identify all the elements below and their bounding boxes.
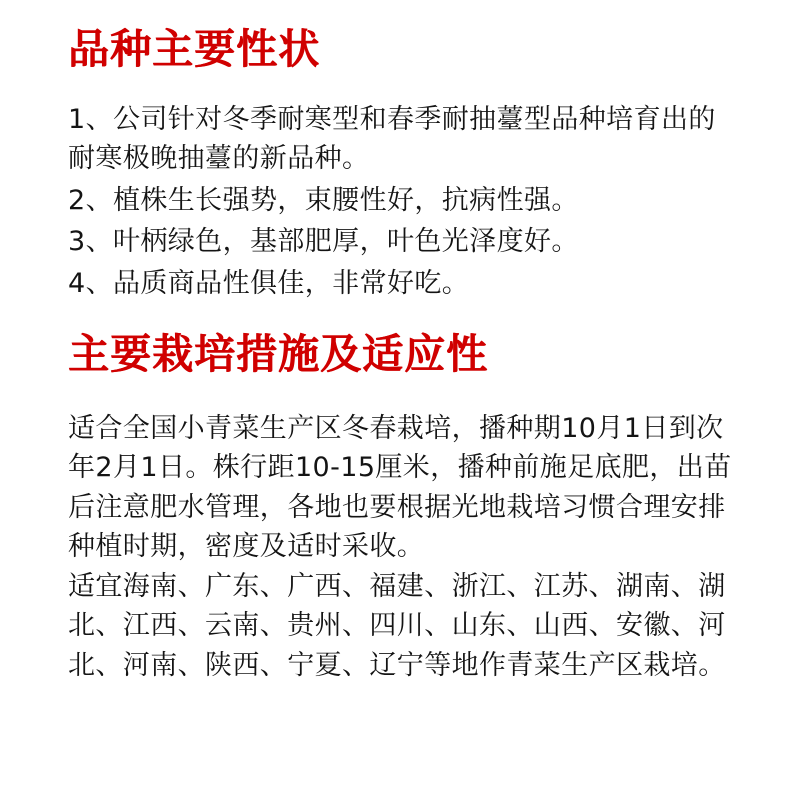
section-heading-cultivation-measures: 主要栽培措施及适应性 bbox=[68, 330, 488, 379]
variety-traits-list bbox=[68, 100, 738, 303]
cultivation-measures-text bbox=[68, 409, 738, 685]
list-item: 4、品质商品性俱佳，非常好吃。 bbox=[68, 267, 470, 299]
section-heading-variety-traits: 品种主要性状 bbox=[68, 25, 320, 73]
list-item: 1、公司针对冬季耐寒型和春季耐抽薹型品种培育出的耐寒极晚抽薹的新品种。 bbox=[68, 104, 716, 175]
list-item: 2、植株生长强势，束腰性好，抗病性强。 bbox=[68, 184, 579, 216]
paragraph: 适合全国小青菜生产区冬春栽培，播种期10月1日到次年2月1日。株行距10-15厘米，播种前施足底肥，出苗后注意肥水管理，各地也要根据光地栽培习惯合理安排种植时期，密度及适时采收。 bbox=[68, 413, 732, 563]
paragraph: 适宜海南、广东、广西、福建、浙江、江苏、湖南、湖北、江西、云南、贵州、四川、山东、山西、安徽、河北、河南、陕西、宁夏、辽宁等地作青菜生产区栽培。 bbox=[68, 570, 726, 681]
list-item: 3、叶柄绿色，基部肥厚，叶色光泽度好。 bbox=[68, 226, 579, 258]
